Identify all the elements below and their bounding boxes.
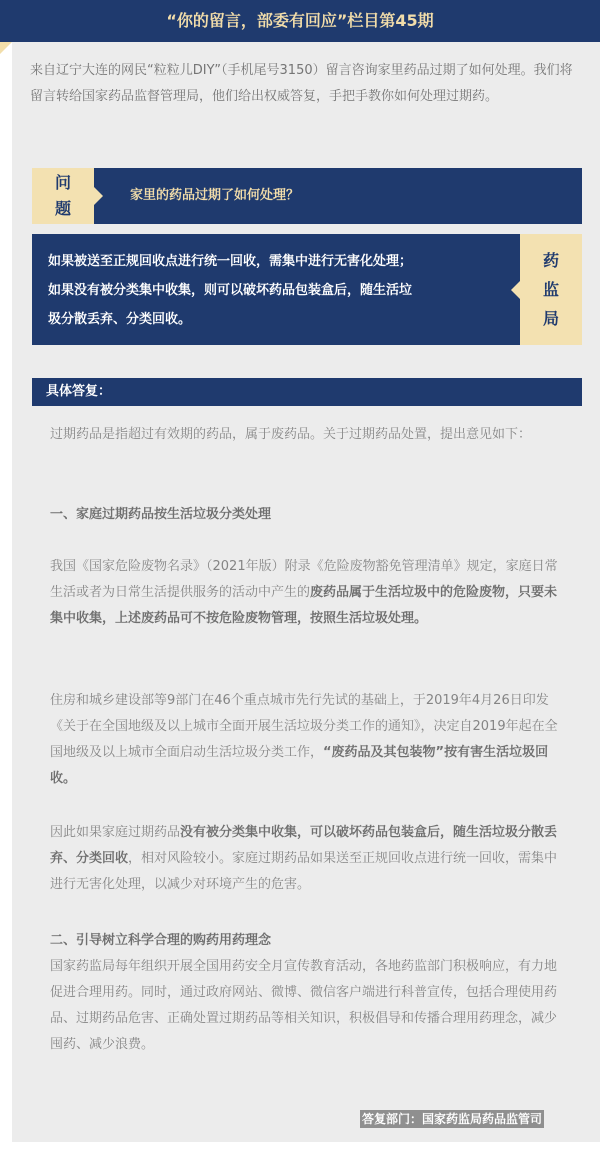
details-paragraph-2 — [50, 554, 565, 632]
page-header-title: “你的留言，部委有回应”栏目第45期 — [0, 0, 600, 42]
details-paragraph-2-emphasis: 废药品属于生活垃圾中的危险废物，只要未集中收集，上述废药品可不按危险废物管理，按照生活垃圾处理。 — [50, 585, 558, 626]
details-paragraph-4-emphasis: 没有被分类集中收集，可以破坏药品包装盒后，随生活垃圾分散丢弃、分类回收 — [50, 825, 558, 866]
question-label-char: 问 — [54, 173, 71, 192]
details-paragraph-4-text-end: ，相对风险较小。家庭过期药品如果送至正规回收点进行统一回收，需集中进行无害化处理，以减少对环境产生的危害。 — [50, 851, 558, 892]
details-section-heading-2: 二、引导树立科学合理的购药用药理念 — [50, 933, 272, 948]
question-arrow — [94, 187, 103, 205]
answer-summary-line: 圾分散丢弃、分类回收。 — [48, 312, 192, 327]
answer-summary-line: 如果没有被分类集中收集，则可以破坏药品包装盒后，随生活垃 — [48, 283, 413, 298]
answer-label-char: 局 — [542, 309, 559, 328]
details-paragraph-4 — [50, 820, 565, 898]
details-section-heading-1: 一、家庭过期药品按生活垃圾分类处理 — [50, 507, 272, 522]
details-paragraph-5: 国家药监局每年组织开展全国用药安全月宣传教育活动，各地药监部门积极响应，有力地促进合理用药。同时，通过政府网站、微博、微信客户端进行科普宣传，包括合理使用药品、过期药品危害、正确处置过期药品等相关知识，积极倡导和传播合理用药理念，减少囤药、减少浪费。 — [50, 959, 558, 1052]
answer-label-char: 监 — [542, 280, 559, 299]
question-label — [32, 168, 94, 224]
question-label-char: 题 — [54, 199, 71, 218]
details-heading: 具体答复： — [32, 378, 582, 406]
details-paragraph-3-text: 住房和城乡建设部等9部门在46个重点城市先行先试的基础上，于2019年4月26日印发《关于在全国地级及以上城市全面开展生活垃圾分类工作的通知》，决定自2019年起在全国地级及以上城市全面启动生活垃圾分类工作， — [50, 693, 558, 760]
answer-label-char: 药 — [542, 251, 559, 270]
answer-label — [520, 234, 582, 345]
details-paragraph-3-emphasis: “废药品及其包装物”按有害生活垃圾回收。 — [50, 745, 549, 786]
answer-arrow — [511, 281, 520, 299]
details-paragraph-1: 过期药品是指超过有效期的药品，属于废药品。关于过期药品处置，提出意见如下： — [50, 427, 532, 442]
answer-summary-line: 如果被送至正规回收点进行统一回收，需集中进行无害化处理； — [48, 254, 413, 269]
answer-summary-box — [32, 234, 520, 345]
corner-decoration — [0, 42, 12, 54]
details-paragraph-3 — [50, 688, 565, 792]
intro-paragraph: 来自辽宁大连的网民“粒粒儿DIY”（手机尾号3150）留言咨询家里药品过期了如何处理。我们将留言转给国家药品监督管理局，他们给出权威答复，手把手教你如何处理过期药。 — [30, 63, 573, 104]
responding-department: 答复部门：国家药监局药品监管司 — [362, 1112, 543, 1126]
question-text: 家里的药品过期了如何处理？ — [130, 188, 300, 203]
details-paragraph-4-text: 因此如果家庭过期药品 — [50, 825, 181, 840]
details-paragraph-2-text: 我国《国家危险废物名录》（2021年版）附录《危险废物豁免管理清单》规定，家庭日常生活或者为日常生活提供服务的活动中产生的 — [50, 559, 558, 600]
